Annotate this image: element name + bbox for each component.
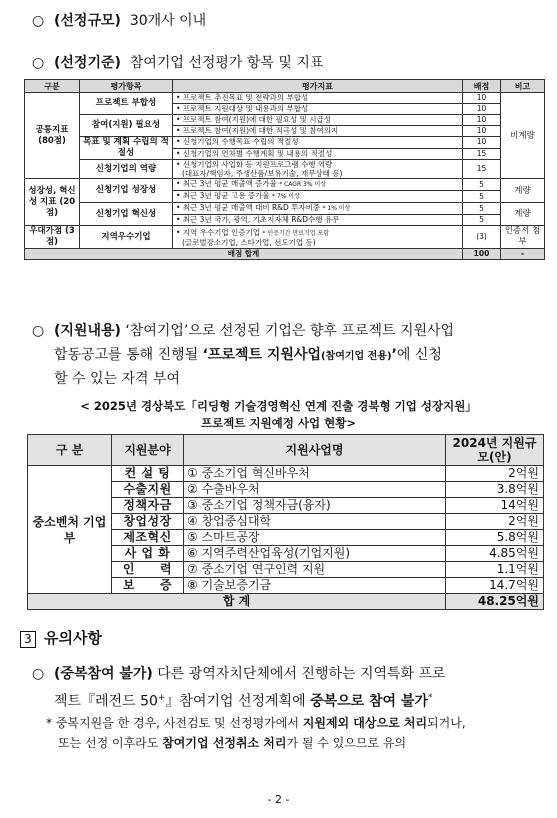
table-row xyxy=(25,93,545,104)
amount-cell: 3.8억원 xyxy=(446,482,544,498)
project-table-title-2: 프로젝트 지원예정 사업 현황> xyxy=(201,416,356,430)
indicator: • 신청기업의 연차별 수행계획 및 내용의 적절성 xyxy=(173,148,463,160)
indicator xyxy=(173,191,463,203)
indicator-text: • 최근 3년 평균 고용 증가율 xyxy=(176,191,270,200)
name-cell: ⑦ 중소기업 연구인력 지원 xyxy=(184,562,446,578)
indicator-note: * CAGR 3% 이상 xyxy=(279,181,327,188)
evaluation-table xyxy=(24,79,545,260)
selection-scale xyxy=(32,11,206,31)
name-cell: ① 중소기업 혁신바우처 xyxy=(184,466,446,482)
dept-cell: 중소벤처 기업부 xyxy=(28,466,112,594)
total-note: - xyxy=(501,249,545,260)
amount-cell: 14억원 xyxy=(446,498,544,514)
amount-cell: 1.1억원 xyxy=(446,562,544,578)
support-text: 할 수 있는 자격 부여 xyxy=(54,371,180,387)
selection-criteria xyxy=(32,53,323,73)
note-region: 인증서 첨부 xyxy=(501,226,545,249)
score: 10 xyxy=(463,115,501,126)
eval-header-item: 평가항목 xyxy=(80,80,173,93)
item-growth: 신청기업 성장성 xyxy=(80,179,173,203)
category-common: 공통지표 (80점) xyxy=(25,93,80,179)
item-capability: 신청기업의 역량 xyxy=(80,160,173,179)
field-cell: 컨 설 팅 xyxy=(112,466,184,482)
dup-text: 』참여기업 선정계획에 xyxy=(165,693,311,710)
bullet-icon: ○ xyxy=(32,13,45,29)
name-cell: ⑥ 지역주력산업육성(기업지원) xyxy=(184,546,446,562)
field-cell: 정책자금 xyxy=(112,498,184,514)
score: (3) xyxy=(463,226,501,249)
project-table-title-1: < 2025년 경상북도「리딩형 기술경영혁신 연계 진출 경북형 기업 성장지원」 xyxy=(80,399,477,413)
proj-header-category: 구 분 xyxy=(28,435,112,466)
scale-text: 30개사 이내 xyxy=(129,13,207,29)
name-cell: ⑧ 기술보증기금 xyxy=(184,578,446,594)
proj-total-amount: 48.25억원 xyxy=(446,594,544,610)
name-cell: ⑤ 스마트공장 xyxy=(184,530,446,546)
note-text: 가 될 수 있으므로 유의 xyxy=(286,736,407,750)
note-text: 또는 선정 이후라도 xyxy=(58,736,163,750)
table-row xyxy=(25,179,545,191)
score: 10 xyxy=(463,104,501,115)
dup-superscript: + xyxy=(157,693,166,703)
indicator-note: * 7% 이상 xyxy=(271,193,300,200)
support-label: (지원내용) xyxy=(54,323,121,339)
name-cell: ③ 중소기업 정책자금(융자) xyxy=(184,498,446,514)
score: 15 xyxy=(463,160,501,179)
note-text: * 중복지원을 한 경우, 사전검토 및 선정평가에서 xyxy=(46,716,303,730)
score: 10 xyxy=(463,137,501,149)
proj-header-field: 지원분야 xyxy=(112,435,184,466)
footnote-line-2 xyxy=(58,735,406,752)
table-row xyxy=(28,466,544,482)
amount-cell: 4.85억원 xyxy=(446,546,544,562)
support-line-3 xyxy=(54,369,180,389)
duplicate-rule xyxy=(32,664,446,684)
criteria-text: 참여기업 선정평가 항목 및 지표 xyxy=(129,55,324,71)
indicator: • 프로젝트 지원대상 및 내용과의 부합성 xyxy=(173,104,463,115)
item-region: 지역우수기업 xyxy=(80,226,173,249)
indicator: • 최근 3년 국가, 광역, 기초지자체 R&D수행 유무 xyxy=(173,215,463,226)
name-cell: ④ 창업중심대학 xyxy=(184,514,446,530)
section-heading xyxy=(20,627,102,648)
support-emphasis: ‘프로젝트 지원사업 xyxy=(202,347,321,363)
indicator-text: (글로벌강소기업, 스타기업, 선도기업 등) xyxy=(182,237,316,247)
name-cell: ② 수출바우처 xyxy=(184,482,446,498)
page-number: - 2 - xyxy=(267,793,290,806)
field-cell: 사 업 화 xyxy=(112,546,184,562)
indicator: • 프로젝트 추진목표 및 전략과의 부합성 xyxy=(173,93,463,104)
item-project-fit: 프로젝트 부합성 xyxy=(80,93,173,115)
amount-cell: 5.8억원 xyxy=(446,530,544,546)
indicator-note: * 1% 이상 xyxy=(322,205,351,212)
section-number: 3 xyxy=(20,631,36,648)
project-table xyxy=(27,434,544,610)
bullet-icon: ○ xyxy=(32,323,45,339)
support-text: 합동공고를 통해 진행될 xyxy=(54,347,203,363)
field-cell: 제조혁신 xyxy=(112,530,184,546)
item-innovation: 신청기업 혁신성 xyxy=(80,203,173,226)
score: 5 xyxy=(463,191,501,203)
eval-header-category: 구분 xyxy=(25,80,80,93)
indicator-text: • 지역 우수기업 인증기업 xyxy=(176,227,261,237)
indicator-note: * 인증기간 만료기업 포함 xyxy=(262,229,330,237)
indicator-text: (대표자/책임자, 주생산품/보유기술, 재무상태 등) xyxy=(182,169,343,178)
support-content xyxy=(32,321,454,341)
eval-header-indicator: 평가지표 xyxy=(173,80,463,93)
indicator xyxy=(173,226,463,249)
indicator: • 신청기업의 수행목표 수립의 적절성 xyxy=(173,137,463,149)
amount-cell: 2억원 xyxy=(446,514,544,530)
proj-total-label: 합 계 xyxy=(28,594,446,610)
dup-emphasis: 중복으로 참여 불가 xyxy=(310,693,429,710)
note-emphasis: 참여기업 선정취소 처리 xyxy=(162,736,287,750)
proj-header-amount: 2024년 지원규모(안) xyxy=(446,435,544,466)
note-common: 비계량 xyxy=(501,93,545,179)
field-cell: 수출지원 xyxy=(112,482,184,498)
support-text: 에 신청 xyxy=(396,347,442,363)
duplicate-rule-line-2 xyxy=(54,688,433,712)
table-row xyxy=(25,203,545,215)
criteria-label: (선정기준) xyxy=(54,55,121,71)
bullet-icon: ○ xyxy=(32,55,45,71)
support-line-2 xyxy=(54,345,442,367)
eval-total-row xyxy=(25,249,545,260)
footnote-line-1 xyxy=(46,715,466,732)
indicator-text: • 최근 3년 평균 매출액 증가율 xyxy=(176,179,277,188)
indicator xyxy=(173,179,463,191)
table-row xyxy=(25,137,545,149)
score: 15 xyxy=(463,148,501,160)
field-cell: 보 증 xyxy=(112,578,184,594)
eval-header-note: 비고 xyxy=(501,80,545,93)
item-plan: 목표 및 계획 수립의 적절성 xyxy=(80,137,173,160)
scale-label: (선정규모) xyxy=(54,13,121,29)
indicator-text: • 신청기업의 사업화 등 지원프로그램 수행 역량 xyxy=(176,160,333,169)
eval-header-score: 배점 xyxy=(463,80,501,93)
category-bonus: 우대가점 (3점) xyxy=(25,226,80,249)
support-emphasis: ’ xyxy=(391,347,397,363)
section-title: 유의사항 xyxy=(44,629,102,647)
note-text: 되거나, xyxy=(427,716,466,730)
score: 10 xyxy=(463,126,501,137)
support-emphasis-small: (참여기업 전용) xyxy=(320,351,392,362)
indicator: • 프로젝트 참여(지원)에 대한 적극성 및 참여의지 xyxy=(173,126,463,137)
field-cell: 인 력 xyxy=(112,562,184,578)
dup-text: 다른 광역자치단체에서 진행하는 지역특화 프로 xyxy=(157,666,446,682)
amount-cell: 2억원 xyxy=(446,466,544,482)
note-emphasis: 지원제외 대상으로 처리 xyxy=(302,716,428,730)
category-growth: 성장성, 혁신성 지표 (20점) xyxy=(25,179,80,226)
note-innovation: 계량 xyxy=(501,203,545,226)
proj-header-row xyxy=(28,435,544,466)
dup-asterisk: * xyxy=(428,693,433,703)
indicator xyxy=(173,160,463,179)
dup-label: (중복참여 불가) xyxy=(54,666,153,682)
indicator xyxy=(173,203,463,215)
item-need: 참여(지원) 필요성 xyxy=(80,115,173,137)
amount-cell: 14.7억원 xyxy=(446,578,544,594)
support-line: ‘참여기업’으로 선정된 기업은 향후 프로젝트 지원사업 xyxy=(125,323,455,339)
proj-total-row xyxy=(28,594,544,610)
score: 5 xyxy=(463,215,501,226)
total-score: 100 xyxy=(463,249,501,260)
score: 5 xyxy=(463,179,501,191)
score: 10 xyxy=(463,93,501,104)
dup-text: 젝트『레전드 50 xyxy=(54,693,158,710)
eval-header-row xyxy=(25,80,545,93)
score: 5 xyxy=(463,203,501,215)
note-growth: 계량 xyxy=(501,179,545,203)
table-row xyxy=(25,226,545,249)
indicator: • 프로젝트 참여(지원)에 대한 필요성 및 시급성 xyxy=(173,115,463,126)
proj-header-name: 지원사업명 xyxy=(184,435,446,466)
table-row xyxy=(25,115,545,126)
total-label: 배점 합계 xyxy=(25,249,463,260)
bullet-icon: ○ xyxy=(32,666,45,682)
indicator-text: • 최근 3년 평균 매출액 대비 R&D 투자비중 xyxy=(176,203,321,212)
field-cell: 창업성장 xyxy=(112,514,184,530)
